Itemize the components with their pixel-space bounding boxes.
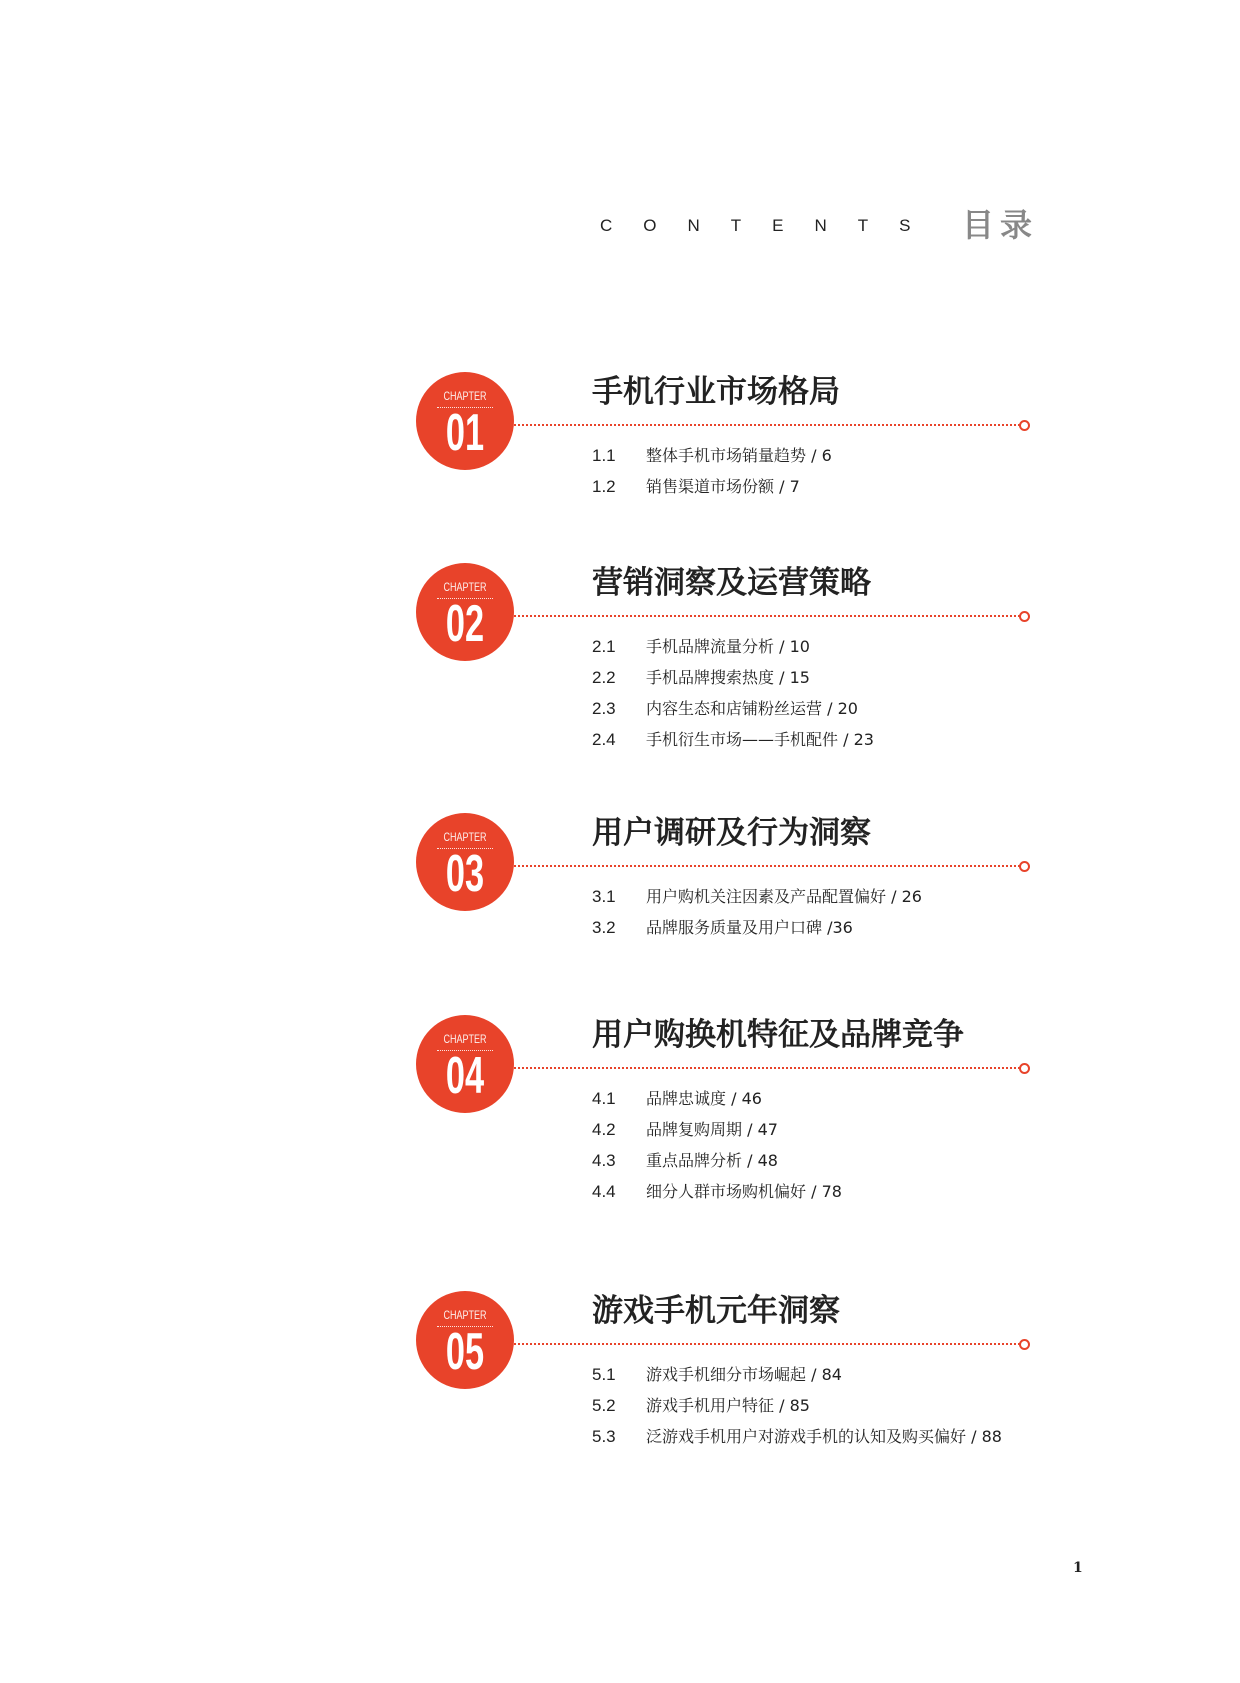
section-number: 4.1 [592,1089,616,1108]
chapter-divider [514,615,1020,617]
chapter-badge-label: CHAPTER [443,1032,487,1046]
chapter-badge-label: CHAPTER [443,830,487,844]
section-number: 4.4 [592,1182,616,1201]
section-list [592,440,832,502]
section-item[interactable] [592,724,874,755]
section-list [592,1359,1002,1452]
chapter-badge [416,372,514,470]
divider-end-dot [1019,861,1030,872]
section-title: 游戏手机用户特征 / 85 [646,1396,810,1415]
section-item[interactable] [592,662,874,693]
divider-end-dot [1019,1063,1030,1074]
section-title: 用户购机关注因素及产品配置偏好 / 26 [646,887,922,906]
chapter-title[interactable]: 手机行业市场格局 [592,374,840,410]
section-title: 手机衍生市场——手机配件 / 23 [646,730,874,749]
section-number: 5.3 [592,1427,616,1446]
chapter-badge [416,1291,514,1389]
section-item[interactable] [592,1390,1002,1421]
chapter-badge [416,563,514,661]
page-number: 1 [1073,1560,1083,1576]
chapter-number: 01 [445,404,485,462]
section-title: 泛游戏手机用户对游戏手机的认知及购买偏好 / 88 [646,1427,1002,1446]
section-item[interactable] [592,1421,1002,1452]
section-item[interactable] [592,1359,1002,1390]
contents-header [600,200,1040,250]
section-number: 4.3 [592,1151,616,1170]
section-title: 手机品牌流量分析 / 10 [646,637,810,656]
section-item[interactable] [592,471,832,502]
chapter-badge-label: CHAPTER [443,389,487,403]
chapter-divider [514,865,1020,867]
section-number: 3.2 [592,918,616,937]
section-title: 重点品牌分析 / 48 [646,1151,778,1170]
chapter-title[interactable]: 用户调研及行为洞察 [592,815,871,851]
section-number: 5.2 [592,1396,616,1415]
section-title: 游戏手机细分市场崛起 / 84 [646,1365,842,1384]
divider-end-dot [1019,611,1030,622]
section-title: 销售渠道市场份额 / 7 [646,477,800,496]
section-number: 3.1 [592,887,616,906]
section-number: 2.1 [592,637,616,656]
section-number: 5.1 [592,1365,616,1384]
section-item[interactable] [592,440,832,471]
section-list [592,1083,842,1207]
divider-end-dot [1019,420,1030,431]
contents-label: CONTENTS [600,216,942,235]
section-title: 品牌服务质量及用户口碑 /36 [646,918,853,937]
section-title: 细分人群市场购机偏好 / 78 [646,1182,842,1201]
section-number: 4.2 [592,1120,616,1139]
chapter-divider [514,424,1020,426]
chapter-badge-label: CHAPTER [443,580,487,594]
section-item[interactable] [592,1083,842,1114]
section-title: 内容生态和店铺粉丝运营 / 20 [646,699,858,718]
chapter-badge [416,813,514,911]
section-item[interactable] [592,881,922,912]
section-number: 2.3 [592,699,616,718]
section-item[interactable] [592,1114,842,1145]
section-list [592,631,874,755]
chapter-title[interactable]: 营销洞察及运营策略 [592,565,871,601]
chapter-number: 03 [445,845,485,903]
section-title: 手机品牌搜索热度 / 15 [646,668,810,687]
chapter-number: 05 [445,1323,485,1381]
chapter-number: 04 [445,1047,485,1105]
section-number: 2.4 [592,730,616,749]
section-item[interactable] [592,693,874,724]
section-title: 品牌忠诚度 / 46 [646,1089,762,1108]
section-list [592,881,922,943]
section-item[interactable] [592,912,922,943]
section-item[interactable] [592,1176,842,1207]
section-item[interactable] [592,631,874,662]
section-title: 整体手机市场销量趋势 / 6 [646,446,832,465]
section-item[interactable] [592,1145,842,1176]
chapter-divider [514,1343,1020,1345]
chapter-title[interactable]: 游戏手机元年洞察 [592,1293,840,1329]
chapter-number: 02 [445,595,485,653]
title-cn: 目录 [962,206,1039,244]
chapter-divider [514,1067,1020,1069]
chapter-badge-label: CHAPTER [443,1308,487,1322]
section-number: 1.2 [592,477,616,496]
chapter-badge [416,1015,514,1113]
section-number: 2.2 [592,668,616,687]
section-title: 品牌复购周期 / 47 [646,1120,778,1139]
divider-end-dot [1019,1339,1030,1350]
chapter-title[interactable]: 用户购换机特征及品牌竞争 [592,1017,964,1053]
section-number: 1.1 [592,446,616,465]
